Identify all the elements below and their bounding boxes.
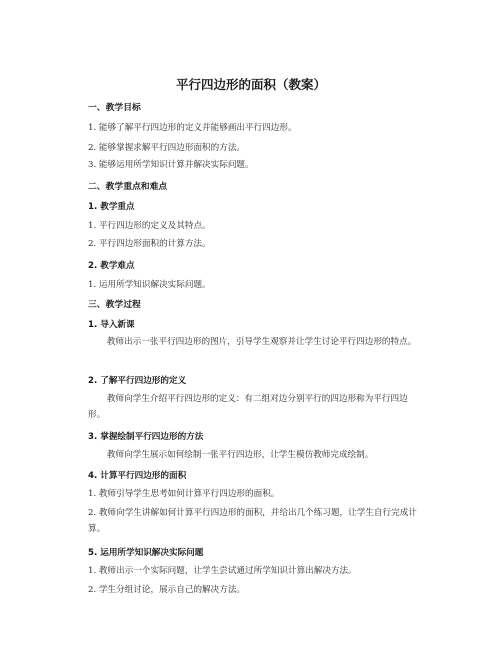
paragraph: 教师出示一张平行四边形的图片，引导学生观察并让学生讨论平行四边形的特点。	[106, 337, 417, 347]
subsection-heading: 3. 掌握绘制平行四边形的方法	[88, 432, 204, 442]
subsection-heading: 2. 教学难点	[88, 261, 135, 271]
list-item: 2. 能够掌握求解平行四边形面积的方法。	[88, 143, 246, 153]
list-item: 3. 能够运用所学知识计算并解决实际问题。	[88, 160, 254, 170]
section-heading-key-points: 二、教学重点和难点	[88, 182, 168, 192]
list-item: 2. 教师向学生讲解如何计算平行四边形的面积，并给出几个练习题，让学生自行完成计算。	[88, 508, 417, 535]
list-item: 2. 平行四边形面积的计算方法。	[88, 239, 211, 249]
paragraph: 教师向学生介绍平行四边形的定义：有二组对边分别平行的四边形称为平行四边形。	[88, 394, 408, 421]
subsection-heading: 4. 计算平行四边形的面积	[88, 471, 187, 481]
list-item: 1. 运用所学知识解决实际问题。	[88, 280, 211, 290]
subsection-heading: 2. 了解平行四边形的定义	[88, 376, 187, 386]
paragraph: 教师向学生展示如何绘制一张平行四边形，让学生模仿教师完成绘制。	[106, 450, 374, 460]
section-heading-objectives: 一、教学目标	[88, 103, 141, 113]
document-title: 平行四边形的面积（教案）	[175, 77, 326, 92]
list-item: 1. 教师引导学生思考如何计算平行四边形的面积。	[88, 489, 280, 499]
subsection-heading: 1. 导入新课	[88, 320, 135, 330]
list-item: 1. 平行四边形的定义及其特点。	[88, 221, 211, 231]
subsection-heading: 5. 运用所学知识解决实际问题	[88, 548, 204, 558]
section-heading-process: 三、教学过程	[88, 300, 141, 310]
list-item: 1. 能够了解平行四边形的定义并能够画出平行四边形。	[88, 123, 297, 133]
subsection-heading: 1. 教学重点	[88, 202, 135, 212]
list-item: 1. 教师出示一个实际问题，让学生尝试通过所学知识计算出解决方法。	[88, 566, 357, 576]
list-item: 2. 学生分组讨论，展示自己的解决方法。	[88, 585, 246, 595]
